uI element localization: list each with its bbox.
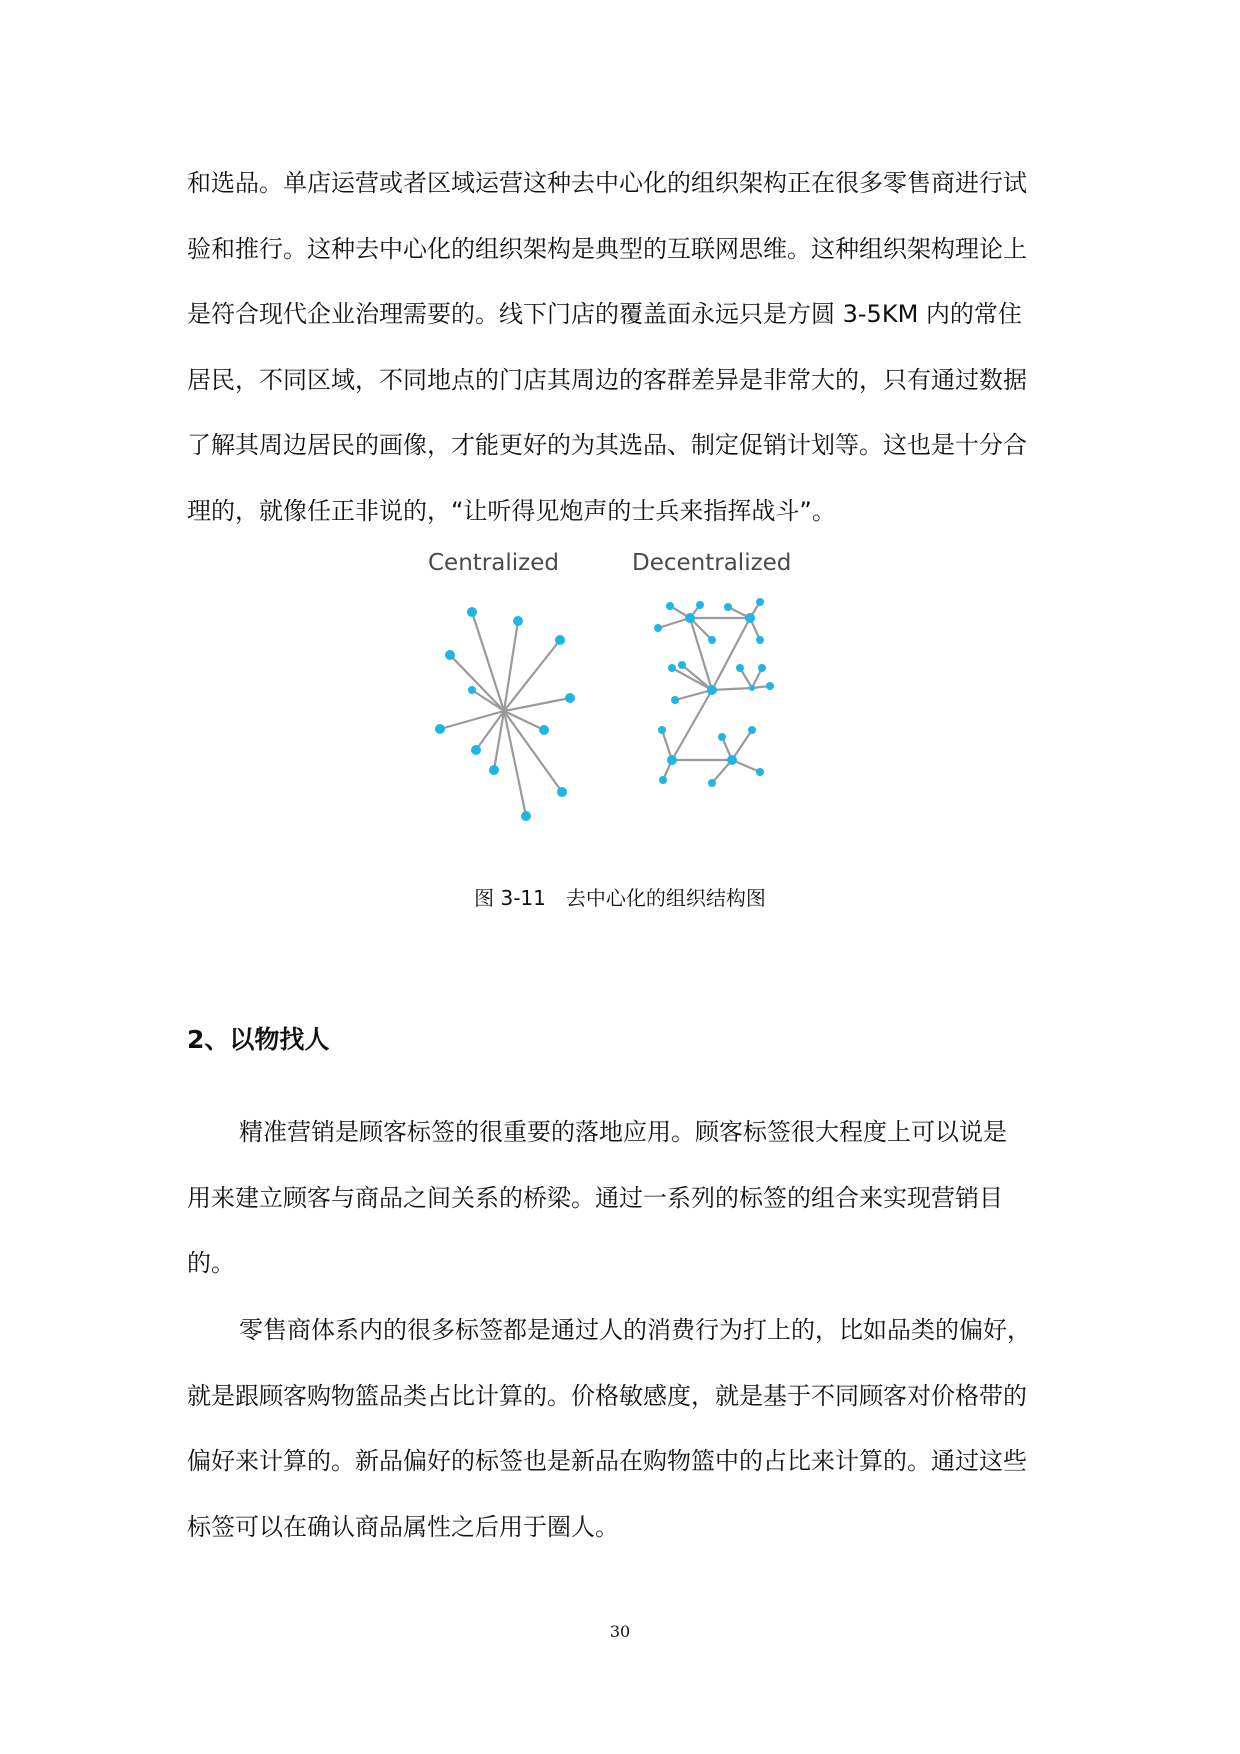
text-line: 标签可以在确认商品属性之后用于圈人。 bbox=[187, 1512, 619, 1541]
text-line: 的。 bbox=[187, 1249, 235, 1277]
text-line: 精准营销是顾客标签的很重要的落地应用。顾客标签很大程度上可以说是 bbox=[239, 1118, 1007, 1146]
text-line: 和选品。单店运营或者区域运营这种去中心化的组织架构正在很多零售商进行试 bbox=[187, 169, 1027, 197]
text-line: 理的，就像任正非说的，“让听得见炮声的士兵来指挥战斗”。 bbox=[187, 496, 836, 525]
text-line: 居民，不同区域，不同地点的门店其周边的客群差异是非常大的，只有通过数据 bbox=[187, 365, 1027, 394]
text-line: 用来建立顾客与商品之间关系的桥梁。通过一系列的标签的组合来实现营销目 bbox=[187, 1183, 1003, 1212]
page-number: 30 bbox=[609, 1622, 631, 1641]
centralized-edges bbox=[440, 612, 570, 816]
org-structure-figure bbox=[420, 540, 820, 830]
network-diagram bbox=[420, 540, 820, 830]
centralized-label: Centralized bbox=[428, 550, 559, 576]
figure-caption: 图 3-11 去中心化的组织结构图 bbox=[474, 886, 766, 910]
section-heading: 2、以物找人 bbox=[187, 1025, 330, 1054]
text-line: 是符合现代企业治理需要的。线下门店的覆盖面永远只是方圆 3-5KM 内的常住 bbox=[187, 300, 1022, 328]
text-line: 零售商体系内的很多标签都是通过人的消费行为打上的，比如品类的偏好， bbox=[239, 1316, 1031, 1344]
decentralized-network bbox=[654, 598, 774, 787]
body-paragraph-3 bbox=[187, 1298, 1057, 1560]
body-paragraph-1 bbox=[187, 151, 1057, 544]
decentralized-label: Decentralized bbox=[632, 550, 792, 576]
text-line: 偏好来计算的。新品偏好的标签也是新品在购物篮中的占比来计算的。通过这些 bbox=[187, 1447, 1027, 1475]
centralized-network bbox=[435, 607, 575, 821]
decentralized-nodes bbox=[654, 598, 774, 787]
body-paragraph-2 bbox=[187, 1100, 1057, 1297]
text-line: 就是跟顾客购物篮品类占比计算的。价格敏感度，就是基于不同顾客对价格带的 bbox=[187, 1381, 1027, 1410]
text-line: 了解其周边居民的画像，才能更好的为其选品、制定促销计划等。这也是十分合 bbox=[187, 431, 1027, 459]
text-line: 验和推行。这种去中心化的组织架构是典型的互联网思维。这种组织架构理论上 bbox=[187, 234, 1027, 263]
